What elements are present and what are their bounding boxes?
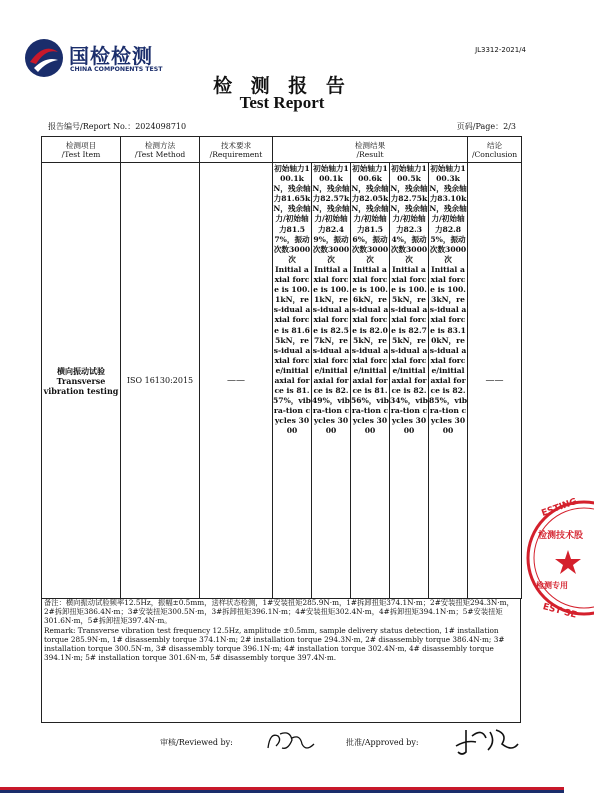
requirement-cell: —— <box>200 163 273 599</box>
result-cell-3: 初始轴力100.6kN，残余轴力82.05kN，残余轴力/初始轴力81.56%，振动次数3000次 Initial axial force is 100.6kN，res-idual axial force is 82.05kN，res-idual axial force/initial axial force is 81.56%，vibra-tion cycles 3000 <box>351 163 390 599</box>
page-title-cn: 检 测 报 告 <box>213 75 351 97</box>
remark-cn: 备注：横向振动试验频率12.5Hz，振幅±0.5mm，送样状态检测，1#安装扭矩285.9N·m，1#拆卸扭矩374.1N·m；2#安装扭矩294.3N·m，2#拆卸扭矩386.4N·m；3#安装扭矩300.5N·m，3#拆卸扭矩396.1N·m；4#安装扭矩302.4N·m，4#拆卸扭矩394.1N·m；5#安装扭矩301.6N·m，5#拆卸扭矩397.4N·m。 <box>44 598 514 626</box>
result-cell-1: 初始轴力100.1kN，残余轴力81.65kN，残余轴力/初始轴力81.57%，振动次数3000次 Initial axial force is 100.1kN，res-idual axial force is 81.65kN，res-idual axial force/initial axial force is 81.57%，vibra-tion cycles 3000 <box>273 163 312 599</box>
official-stamp-icon <box>524 488 594 628</box>
page-number: 页码/Page：2/3 <box>456 122 516 131</box>
page-title-en: Test Report <box>239 93 325 112</box>
reviewed-by-label: 审核/Reviewed by: <box>160 738 233 747</box>
table-row <box>42 163 522 599</box>
col-header-requirement: 技术要求 /Requirement <box>200 137 273 163</box>
conclusion-cell: —— <box>468 163 522 599</box>
approver-signature-icon <box>452 722 520 758</box>
stamp-text-top: ESTING <box>540 496 579 519</box>
report-number: 报告编号/Report No.：2024098710 <box>48 122 187 131</box>
stamp-text-bottom: EST SE <box>541 602 578 621</box>
result-cell-2: 初始轴力100.1kN，残余轴力82.57kN，残余轴力/初始轴力82.49%，振动次数3000次 Initial axial force is 100.1kN，res-idual axial force is 82.57kN，res-idual axial force/initial axial force is 82.49%，vibra-tion cycles 3000 <box>312 163 351 599</box>
footer-stripe-blue <box>0 790 564 793</box>
remark-box <box>41 598 521 723</box>
result-cell-5: 初始轴力100.3kN，残余轴力83.10kN，残余轴力/初始轴力82.85%，振动次数3000次 Initial axial force is 100.3kN，res-idual axial force is 83.10kN，res-idual axial force/initial axial force is 82.85%，vibra-tion cycles 3000 <box>429 163 468 599</box>
col-header-method: 检测方法 /Test Method <box>121 137 200 163</box>
col-header-result: 检测结果 /Result <box>273 137 468 163</box>
brand-name-en: CHINA COMPONENTS TEST <box>70 66 163 73</box>
stamp-text-low: 检测专用 <box>536 581 568 590</box>
table-header-row <box>42 137 522 163</box>
remark-en: Remark: Transverse vibration test frequency 12.5Hz, amplitude ±0.5mm, sample delivery status detection, 1# installation torque 285.9N·m, 1# disassembly torque 374.1N·m; 2# installation torque 294.3N·m, 2# disassembly torque 386.4N·m; 3# installation torque 300.5N·m, 3# disassembly torque 396.1N·m; 4# installation torque 302.4N·m, 4# disassembly torque 394.1N·m; 5# installation torque 301.6N·m, 5# disassembly torque 397.4N·m. <box>44 625 505 663</box>
test-item-cell: 横向振动试验 Transverse vibration testing <box>42 163 121 599</box>
test-method-cell: ISO 16130:2015 <box>121 163 200 599</box>
brand-name-cn: 国检检测 <box>69 44 153 68</box>
col-header-conclusion: 结论 /Conclusion <box>468 137 522 163</box>
approved-by-label: 批准/Approved by: <box>346 738 419 747</box>
reviewer-signature-icon <box>262 726 322 756</box>
col-header-item: 检测项目 /Test Item <box>42 137 121 163</box>
result-cell-4: 初始轴力100.5kN，残余轴力82.75kN，残余轴力/初始轴力82.34%，振动次数3000次 Initial axial force is 100.5kN，res-idual axial force is 82.75kN，res-idual axial force/initial axial force is 82.34%，vibra-tion cycles 3000 <box>390 163 429 599</box>
stamp-text-mid: 检测技术股 <box>538 531 584 541</box>
results-table <box>41 136 522 599</box>
document-code: JL3312-2021/4 <box>475 46 526 54</box>
